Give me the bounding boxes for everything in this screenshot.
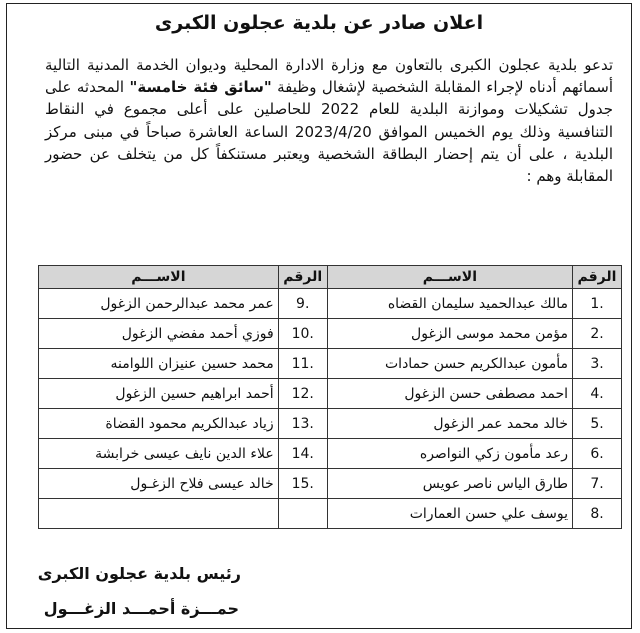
table-row	[39, 499, 622, 529]
candidate-name: محمد حسين عنيزان اللوامنه	[39, 349, 279, 379]
body-intro: تدعو بلدية عجلون الكبرى بالتعاون مع وزارة الادارة المحلية وديوان الخدمة المدنية التالية أسمائهم أدناه لإجراء المقابلة الشخصية لإشغال وظيفة	[45, 56, 614, 97]
row-number: .11	[278, 349, 327, 379]
candidate-name	[39, 499, 279, 529]
row-number: .8	[573, 499, 622, 529]
table-row	[39, 379, 622, 409]
candidate-name: احمد مصطفى حسن الزغول	[327, 379, 572, 409]
row-number: .5	[573, 409, 622, 439]
row-number: .2	[573, 319, 622, 349]
row-number: .14	[278, 439, 327, 469]
job-title: "سائق فئة خامسة"	[129, 78, 272, 97]
candidate-name: خالد عيسى فلاح الزغـول	[39, 469, 279, 499]
candidate-name: يوسف علي حسن العمارات	[327, 499, 572, 529]
row-number: .6	[573, 439, 622, 469]
table-row	[39, 289, 622, 319]
table-header-row	[39, 266, 622, 289]
row-number	[278, 499, 327, 529]
table-row	[39, 469, 622, 499]
candidate-name: زياد عبدالكريم محمود القضاة	[39, 409, 279, 439]
table-row	[39, 349, 622, 379]
row-number: .1	[573, 289, 622, 319]
row-number: .3	[573, 349, 622, 379]
candidate-name: علاء الدين نايف عيسى خرابشة	[39, 439, 279, 469]
candidate-name: خالد محمد عمر الزغول	[327, 409, 572, 439]
candidate-name: مأمون عبدالكريم حسن حمادات	[327, 349, 572, 379]
candidate-name: أحمد ابراهيم حسين الزغول	[39, 379, 279, 409]
row-number: .12	[278, 379, 327, 409]
table-row	[39, 439, 622, 469]
announcement-body	[45, 54, 613, 187]
candidate-name: مالك عبدالحميد سليمان القضاه	[327, 289, 572, 319]
candidate-name: مؤمن محمد موسى الزغول	[327, 319, 572, 349]
row-number: .4	[573, 379, 622, 409]
candidate-name: رعد مأمون زكي النواصره	[327, 439, 572, 469]
row-number: .13	[278, 409, 327, 439]
signature-title: رئيس بلدية عجلون الكبرى	[37, 564, 241, 583]
header-num-left: الرقم	[278, 266, 327, 289]
row-number: .10	[278, 319, 327, 349]
announcement-document	[6, 3, 632, 629]
body-rest: المحدثه على جدول تشكيلات وموازنة البلدية للعام 2022 للحاصلين على أعلى مجموع في النقاط التنافسية وذلك يوم الخميس الموافق 2023/4/20 الساعة العاشرة صباحاً في مبنى مركز البلدية ، على أن يتم إحضار البطاقة الشخصية ويعتبر مستنكفاً كل من يتخلف عن حضور المقابلة وهم :	[45, 78, 614, 186]
table-row	[39, 409, 622, 439]
row-number: .15	[278, 469, 327, 499]
header-num-right: الرقم	[573, 266, 622, 289]
header-name-right: الاســـم	[327, 266, 572, 289]
row-number: .9	[278, 289, 327, 319]
signature-name: حمـــزة أحمـــد الزغـــول	[43, 599, 239, 618]
header-name-left: الاســـم	[39, 266, 279, 289]
candidates-table	[38, 265, 622, 529]
candidate-name: فوزي أحمد مفضي الزغول	[39, 319, 279, 349]
row-number: .7	[573, 469, 622, 499]
candidate-name: عمر محمد عبدالرحمن الزغول	[39, 289, 279, 319]
table-row	[39, 319, 622, 349]
candidate-name: طارق الياس ناصر عويس	[327, 469, 572, 499]
announcement-title: اعلان صادر عن بلدية عجلون الكبرى	[154, 12, 484, 34]
